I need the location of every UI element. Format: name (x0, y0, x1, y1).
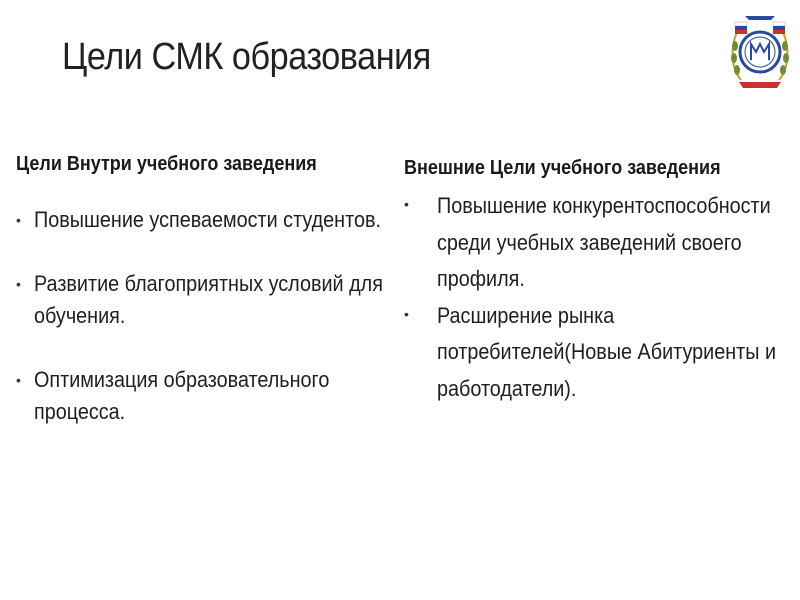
list-item-text: Расширение рынка потребителей(Новые Абитуриенты и работодатели). (437, 302, 777, 401)
list-item (404, 298, 794, 408)
list-item (16, 268, 388, 332)
slide-title: Цели СМК образования (62, 36, 431, 78)
bullet-icon: • (16, 372, 21, 388)
list-item-text: Повышение конкурентоспособности среди учебных заведений своего профиля. (437, 193, 771, 291)
internal-goals-list (16, 204, 388, 428)
bullet-icon: • (16, 276, 21, 292)
internal-goals-column (16, 153, 388, 460)
list-item (404, 188, 794, 298)
external-goals-heading: Внешние Цели учебного заведения (404, 157, 721, 179)
list-item (16, 364, 388, 428)
external-goals-column (404, 157, 794, 407)
bullet-icon: • (404, 305, 409, 322)
list-item-text: Повышение успеваемости студентов. (34, 207, 382, 232)
bullet-icon: • (16, 212, 21, 228)
list-item-text: Оптимизация образовательного процесса. (34, 367, 330, 424)
list-item-text: Развитие благоприятных условий для обучения. (34, 271, 383, 328)
university-emblem-logo (727, 10, 793, 94)
bullet-icon: • (404, 196, 409, 212)
list-item (16, 204, 388, 236)
external-goals-list (404, 188, 794, 407)
internal-goals-heading: Цели Внутри учебного заведения (16, 153, 317, 175)
